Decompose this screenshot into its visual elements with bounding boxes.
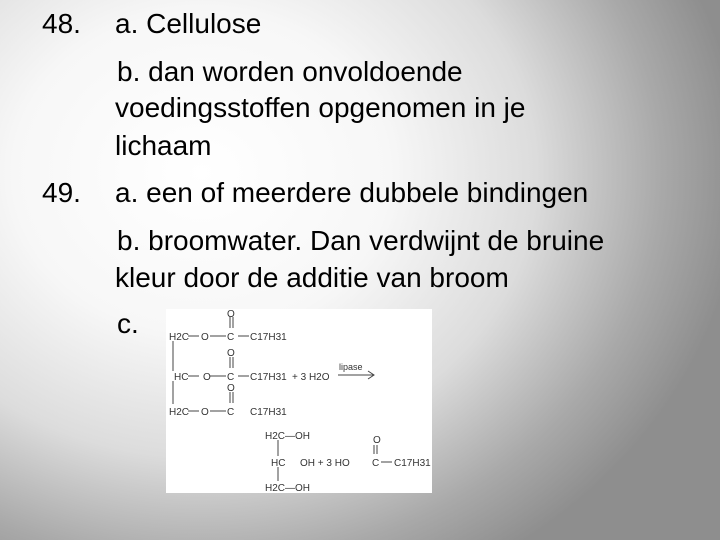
product-acid-chain: C17H31: [394, 458, 431, 469]
product-glycerol-middle: HC: [271, 458, 286, 469]
answer-48a: a. Cellulose: [115, 8, 262, 39]
r2-c: C: [227, 372, 235, 383]
r3-o: O: [201, 407, 209, 418]
r2-hc: HC: [174, 372, 189, 383]
answer-49c-label: c.: [117, 308, 139, 339]
question-number-49: 49.: [42, 177, 81, 208]
r3-chain: C17H31: [250, 407, 287, 418]
answer-48b-line3: lichaam: [115, 130, 212, 161]
lipase-hydrolysis-reaction-image: [166, 309, 432, 493]
answer-49b-line1: b. broomwater. Dan verdwijnt de bruine: [117, 225, 605, 256]
product-carbonyl-o: O: [373, 435, 381, 446]
reaction-diagram: [166, 309, 432, 493]
r1-o: O: [201, 332, 209, 343]
r1-c: C: [227, 332, 235, 343]
r2-carbonyl-o: O: [227, 348, 235, 359]
r1-carbonyl-o: O: [227, 309, 235, 320]
product-glycerol-top: H2C—OH: [265, 431, 311, 442]
product-oh-plus-3ho: OH + 3 HO: [300, 458, 350, 469]
question-number-48: 48.: [42, 8, 81, 39]
answer-48b-line1: b. dan worden onvoldoende: [117, 56, 463, 87]
plus-water: + 3 H2O: [292, 372, 330, 383]
r3-h2c: H2C: [169, 407, 190, 418]
r3-c: C: [227, 407, 235, 418]
r1-chain: C17H31: [250, 332, 287, 343]
r2-chain: C17H31: [250, 372, 287, 383]
enzyme-label: lipase: [339, 362, 363, 372]
r3-carbonyl-o: O: [227, 383, 235, 394]
product-glycerol-bottom: H2C—OH: [265, 483, 311, 493]
r1-h2c: H2C: [169, 332, 190, 343]
answer-49a: a. een of meerdere dubbele bindingen: [115, 177, 589, 208]
product-acid-c: C: [372, 458, 380, 469]
answer-49b-line2: kleur door de additie van broom: [115, 262, 509, 293]
answer-48b-line2: voedingsstoffen opgenomen in je: [115, 92, 526, 123]
r2-o: O: [203, 372, 211, 383]
